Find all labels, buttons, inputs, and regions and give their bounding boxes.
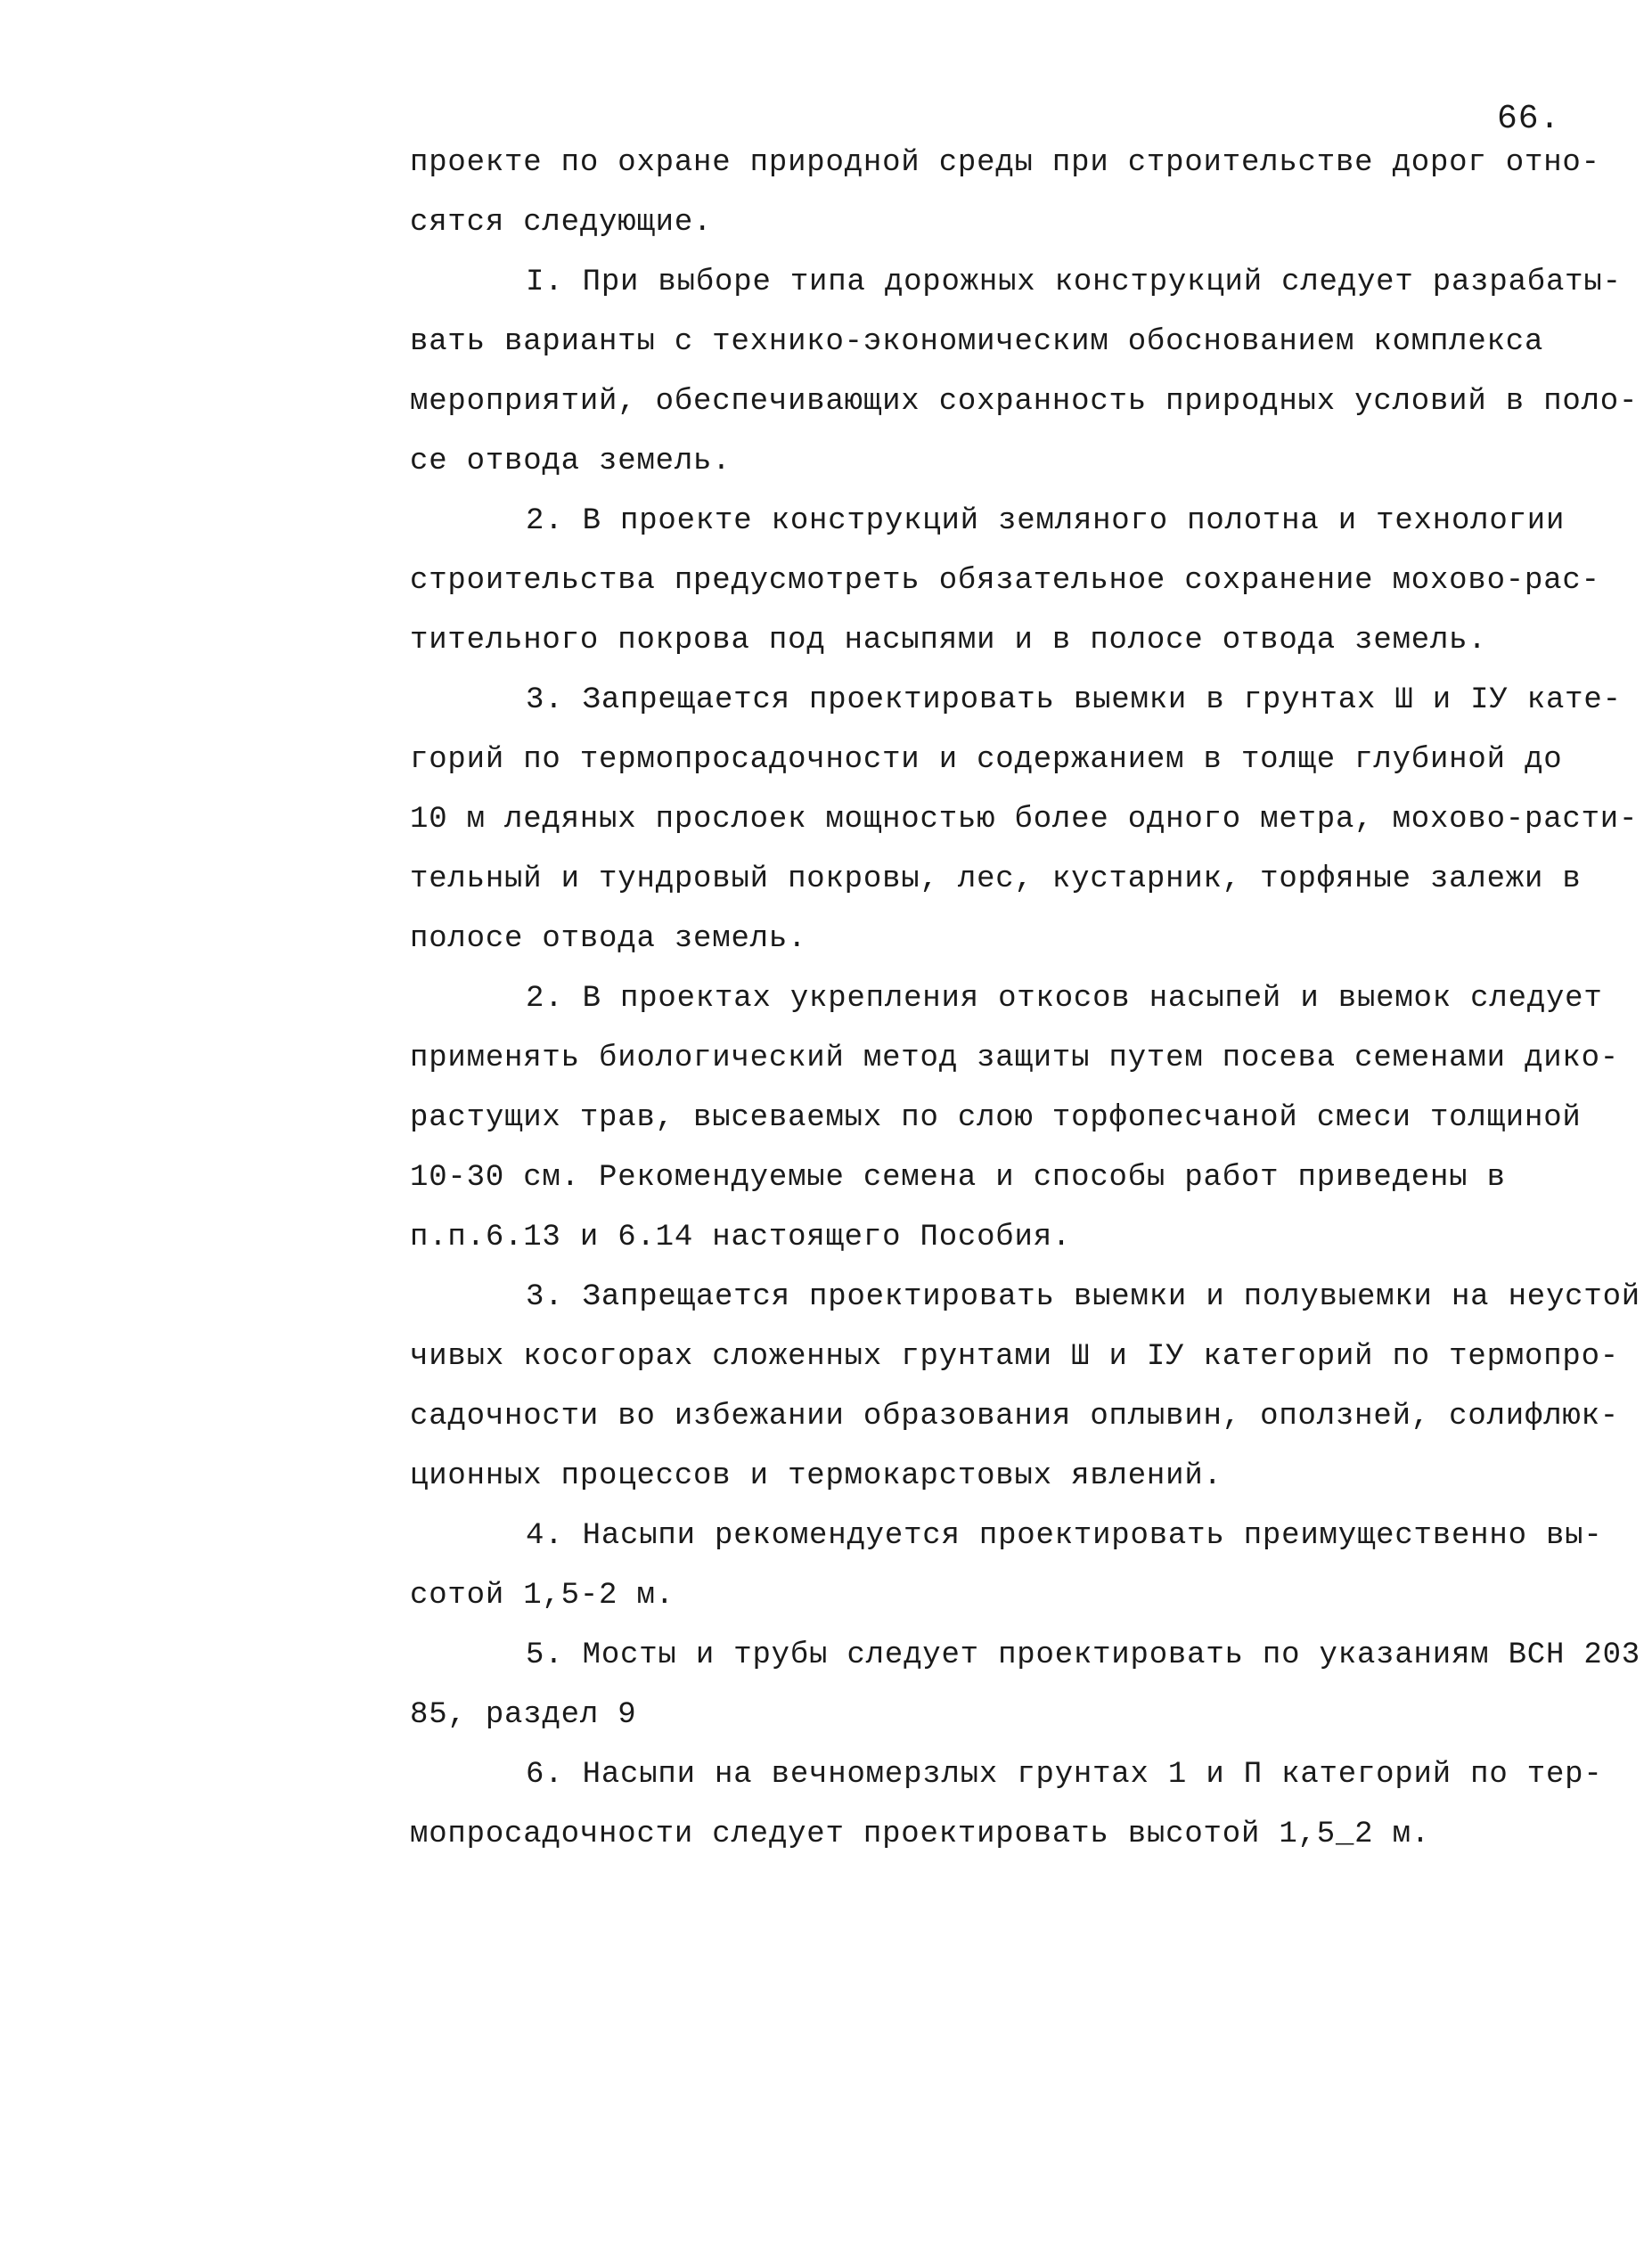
page-number: 66.	[1497, 100, 1561, 138]
text-line: 2. В проектах укрепления откосов насыпей и выемок следует	[526, 982, 1603, 1016]
text-line: растущих трав, высеваемых по слою торфопесчаной смеси толщиной	[410, 1101, 1582, 1135]
text-line: тительного покрова под насыпями и в полосе отвода земель.	[410, 624, 1487, 658]
text-line: ционных процессов и термокарстовых явлений.	[410, 1459, 1223, 1493]
text-line: сятся следующие.	[410, 206, 713, 240]
text-line: сотой 1,5-2 м.	[410, 1579, 675, 1613]
text-line: садочности во избежании образования оплывин, оползней, солифлюк-	[410, 1400, 1620, 1434]
text-line: мероприятий, обеспечивающих сохранность природных условий в поло-	[410, 385, 1639, 419]
text-line: 10-30 см. Рекомендуемые семена и способы работ приведены в	[410, 1161, 1506, 1195]
text-line: вать варианты с технико-экономическим обоснованием комплекса	[410, 325, 1544, 359]
text-line: 5. Мосты и трубы следует проектировать по указаниям ВСН 203	[526, 1638, 1640, 1672]
text-line: 85, раздел 9	[410, 1698, 637, 1732]
text-line: 2. В проекте конструкций земляного полотна и технологии	[526, 504, 1566, 538]
text-line: I. При выборе типа дорожных конструкций следует разрабаты-	[526, 266, 1622, 299]
text-line: п.п.6.13 и 6.14 настоящего Пособия.	[410, 1221, 1072, 1254]
text-line: мопросадочности следует проектировать высотой 1,5_2 м.	[410, 1818, 1430, 1851]
text-line: 4. Насыпи рекомендуется проектировать преимущественно вы-	[526, 1519, 1603, 1553]
text-line: полосе отвода земель.	[410, 922, 807, 956]
text-line: тельный и тундровый покровы, лес, кустарник, торфяные залежи в	[410, 862, 1582, 896]
text-line: применять биологический метод защиты путем посева семенами дико-	[410, 1042, 1620, 1075]
text-line: 6. Насыпи на вечномерзлых грунтах 1 и П категорий по тер-	[526, 1758, 1603, 1792]
document-body	[410, 134, 1640, 1865]
text-line: 3. Запрещается проектировать выемки и полувыемки на неустой	[526, 1280, 1640, 1314]
text-line: строительства предусмотреть обязательное сохранение мохово-рас-	[410, 564, 1600, 598]
text-line: се отвода земель.	[410, 445, 732, 478]
text-line: 3. Запрещается проектировать выемки в грунтах Ш и IУ кате-	[526, 683, 1622, 717]
text-line: чивых косогорах сложенных грунтами Ш и IУ категорий по термопро-	[410, 1340, 1620, 1374]
text-line: проекте по охране природной среды при строительстве дорог отно-	[410, 146, 1600, 180]
text-line: 10 м ледяных прослоек мощностью более одного метра, мохово-расти-	[410, 803, 1639, 837]
text-line: горий по термопросадочности и содержанием в толще глубиной до	[410, 743, 1563, 777]
